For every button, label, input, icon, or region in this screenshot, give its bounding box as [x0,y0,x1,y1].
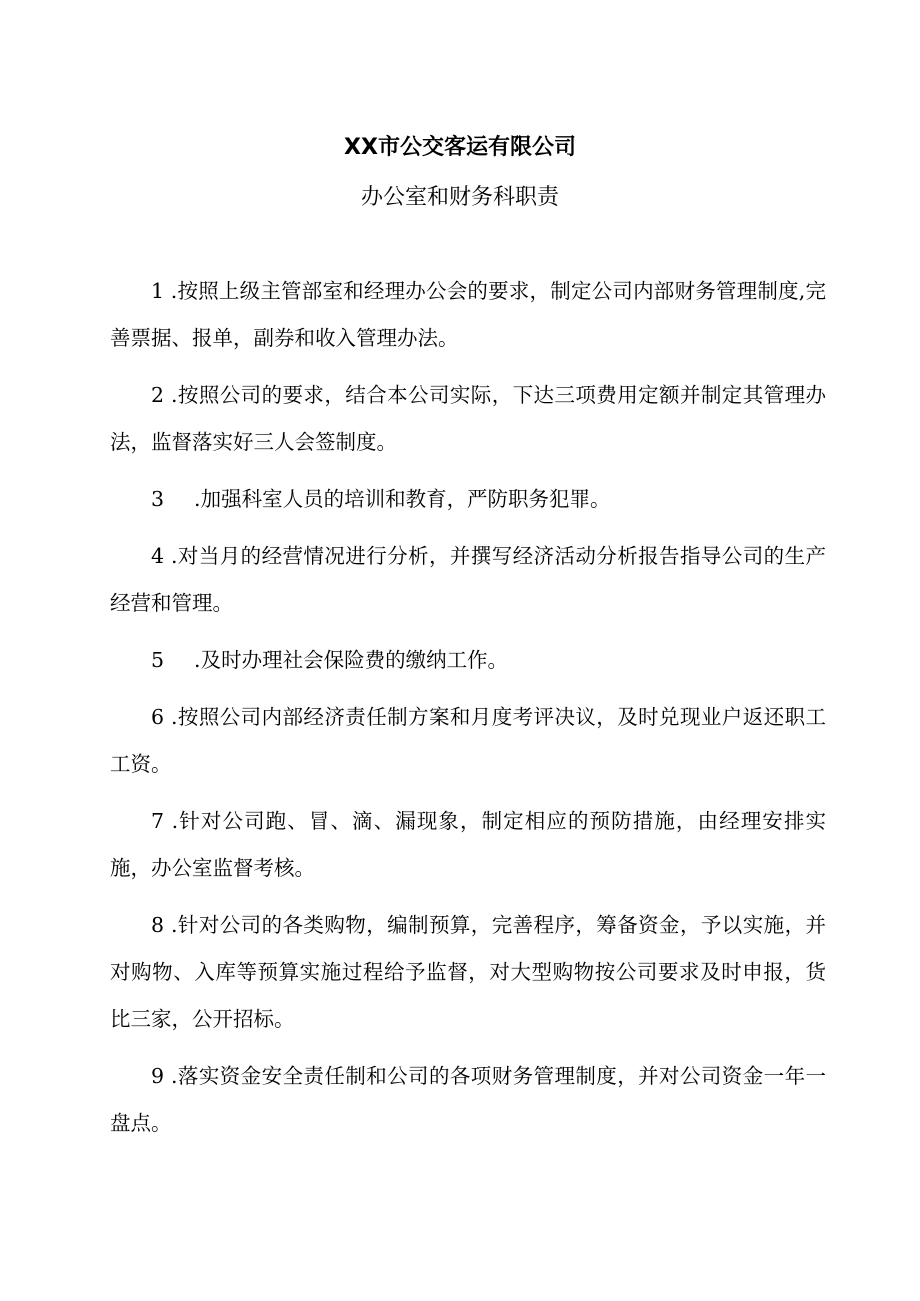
clause-text: .加强科室人员的培训和教育，严防职务犯罪。 [194,487,611,511]
clause-text: .及时办理社会保险费的缴纳工作。 [194,648,509,672]
clause-text: .按照公司内部经济责任制方案和月度考评决议，及时兑现业户返还职工工资。 [110,705,826,776]
clause-9 [110,1053,826,1147]
clause-text: .按照公司的要求，结合本公司实际，下达三项费用定额并制定其管理办法，监督落实好三人会签制度。 [110,383,826,454]
clause-8 [110,902,826,1043]
clause-6 [110,694,826,788]
clause-number: 3 [151,487,165,511]
clause-4 [110,533,826,627]
company-title: XX市公交客运有限公司 [344,135,576,160]
clause-7 [110,798,826,892]
clause-number: 9 [151,1064,165,1088]
clause-number: 7 [151,809,165,833]
clause-text: .对当月的经营情况进行分析，并撰写经济活动分析报告指导公司的生产经营和管理。 [110,544,826,615]
clause-list [110,268,826,1157]
clause-number: 4 [151,544,165,568]
clause-number: 1 [151,279,165,303]
clause-2 [110,372,826,466]
clause-text: .针对公司跑、冒、滴、漏现象，制定相应的预防措施，由经理安排实施，办公室监督考核。 [110,809,826,880]
clause-number: 6 [151,705,165,729]
clause-3 [110,476,826,523]
clause-text: .落实资金安全责任制和公司的各项财务管理制度，并对公司资金一年一盘点。 [110,1064,826,1135]
clause-number: 2 [151,383,165,407]
document-subtitle: 办公室和财务科职责 [360,185,559,210]
clause-number: 8 [151,913,165,937]
clause-number: 5 [151,648,165,672]
clause-text: .针对公司的各类购物，编制预算，完善程序，筹备资金，予以实施，并对购物、入库等预算实施过程给予监督，对大型购物按公司要求及时申报，货比三家，公开招标。 [110,913,826,1031]
clause-5 [110,637,826,684]
clause-text: .按照上级主管部室和经理办公会的要求，制定公司内部财务管理制度,完善票据、报单，副券和收入管理办法。 [110,279,826,350]
clause-1 [110,268,826,362]
